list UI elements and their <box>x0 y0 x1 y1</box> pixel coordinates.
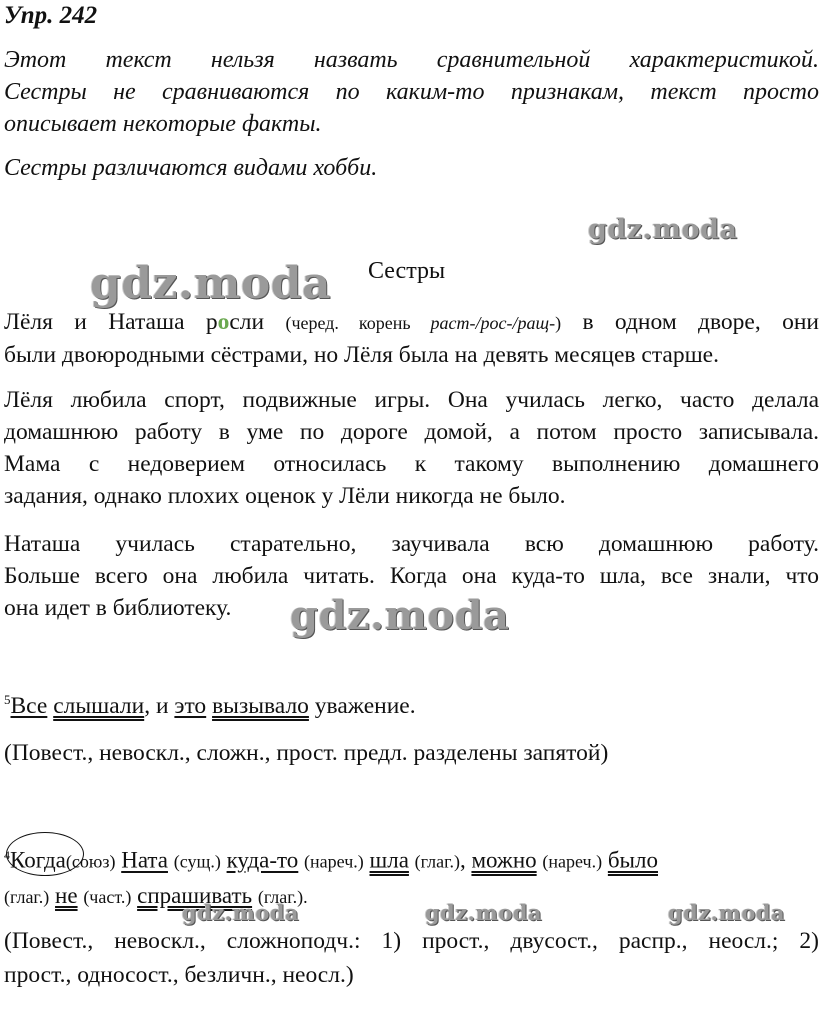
characteristic-line: прост., односост., безличн., неосл.) <box>4 962 354 988</box>
parse-line: $^4$Когда(союз) Ната (сущ.) куда-то (нареч.) шла (глаг.), можно (нареч.) было <box>4 847 658 873</box>
sentence-number: 5 <box>4 692 11 707</box>
intro-line: Этот текст нельзя назвать сравнительной характеристикой. <box>4 47 819 73</box>
intro-line: описывает некоторые факты. <box>4 111 322 137</box>
predicate-word: спрашивать <box>137 882 253 908</box>
story-line: Лёля и Наташа росли (черед. корень раст-/рос-/ращ-) в одном дворе, они <box>4 309 819 335</box>
story-line: домашнюю работу в уме по дороге домой, а потом просто записывала. <box>4 419 819 445</box>
root-note: (черед. корень раст-/рос-/ращ-) <box>285 313 562 333</box>
subject-word: Все <box>10 692 48 719</box>
watermark: gdz.moda <box>668 900 786 925</box>
story-line: Лёля любила спорт, подвижные игры. Она училась легко, часто делала <box>4 387 819 413</box>
parse-line: (глаг.) не (част.) спрашивать (глаг.). <box>4 882 308 908</box>
predicate-word: вызывало <box>212 692 309 719</box>
predicate-word: шла <box>369 847 409 873</box>
watermark: gdz.moda <box>588 214 738 245</box>
predicate-word: можно <box>471 847 537 873</box>
intro-paragraph <box>4 44 819 140</box>
story-paragraph-1 <box>4 306 819 371</box>
sentence-5-characteristic: (Повест., невоскл., сложн., прост. предл. разделены запятой) <box>4 740 609 766</box>
highlighted-vowel: о <box>217 309 230 335</box>
subject-word: Ната <box>121 847 168 873</box>
sentence-4-parse <box>4 838 658 914</box>
predicate-word: слышали <box>53 692 145 719</box>
adverb-word: куда-то <box>226 847 299 873</box>
sentence-number: 4 <box>4 848 10 862</box>
story-line: Больше всего она любила читать. Когда она куда-то шла, все знали, что <box>4 563 819 589</box>
story-paragraph-2 <box>4 384 819 512</box>
story-line: задания, однако плохих оценок у Лёли никогда не было. <box>4 483 566 509</box>
subject-word: это <box>174 692 207 719</box>
exercise-heading: Упр. 242 <box>4 2 98 29</box>
predicate-word: не <box>55 882 78 908</box>
story-title: Сестры <box>368 258 446 284</box>
watermark: gdz.moda <box>182 900 300 925</box>
story-line: Наташа училась старательно, заучивала всю домашнюю работу. <box>4 531 819 557</box>
watermark: gdz.moda <box>90 258 332 309</box>
characteristic-line: (Повест., невоскл., сложноподч.: 1) прост., двусост., распр., неосл.; 2) <box>4 928 819 954</box>
watermark: gdz.moda <box>290 592 510 639</box>
predicate-word: было <box>607 847 658 873</box>
sentence-4-characteristic <box>4 924 819 992</box>
story-line: Мама с недоверием относилась к такому выполнению домашнего <box>4 451 819 477</box>
sentence-5-parse: $^5$Все слышали, и это вызывало уважение. <box>4 692 416 719</box>
hobby-sentence: Сестры различаются видами хобби. <box>4 155 378 181</box>
story-line: она идет в библиотеку. <box>4 595 232 621</box>
story-line: были двоюродными сёстрами, но Лёля была на девять месяцев старше. <box>4 342 719 368</box>
intro-line: Сестры не сравниваются по каким-то признакам, текст просто <box>4 79 819 105</box>
watermark: gdz.moda <box>425 900 543 925</box>
